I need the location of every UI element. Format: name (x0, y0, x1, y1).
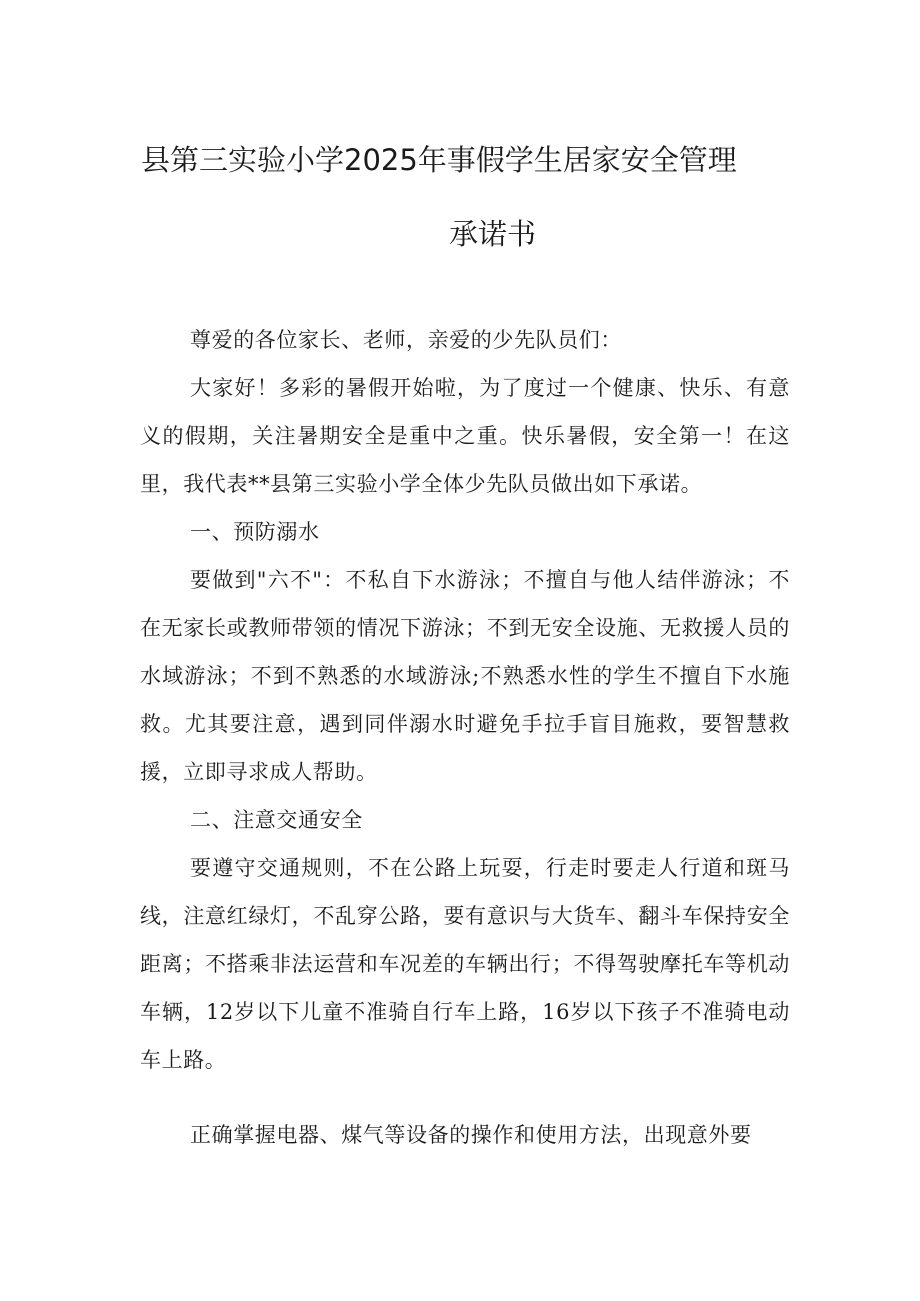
section-heading-drowning: 一、预防溺水 (190, 520, 320, 544)
section-body-traffic: 要遵守交通规则，不在公路上玩耍，行走时要走人行道和斑马线，注意红绿灯，不乱穿公路，要有意识与大货车、翻斗车保持安全距离；不搭乘非法运营和车况差的车辆出行；不得驾驶摩托车等机动车辆，12岁以下儿童不准骑自行车上路，16岁以下孩子不准骑电动车上路。 (140, 856, 790, 1072)
trailing-paragraph: 正确掌握电器、煤气等设备的操作和使用方法，出现意外要 (190, 1123, 752, 1147)
greeting: 尊爱的各位家长、老师，亲爱的少先队员们： (190, 328, 622, 352)
section-heading-traffic: 二、注意交通安全 (190, 808, 363, 832)
section-body-drowning: 要做到"六不"：不私自下水游泳；不擅自与他人结伴游泳；不在无家长或教师带领的情况下游泳；不到无安全设施、无救援人员的水域游泳；不到不熟悉的水域游泳;不熟悉水性的学生不擅自下水施救。尤其要注意，遇到同伴溺水时避免手拉手盲目施救，要智慧救援，立即寻求成人帮助。 (140, 568, 790, 784)
document-title: 县第三实验小学2025年事假学生居家安全管理 (141, 143, 737, 177)
document-subtitle: 承诺书 (449, 217, 537, 251)
intro-paragraph: 大家好！多彩的暑假开始啦，为了度过一个健康、快乐、有意义的假期，关注暑期安全是重中之重。快乐暑假，安全第一！在这里，我代表**县第三实验小学全体少先队员做出如下承诺。 (140, 376, 790, 496)
